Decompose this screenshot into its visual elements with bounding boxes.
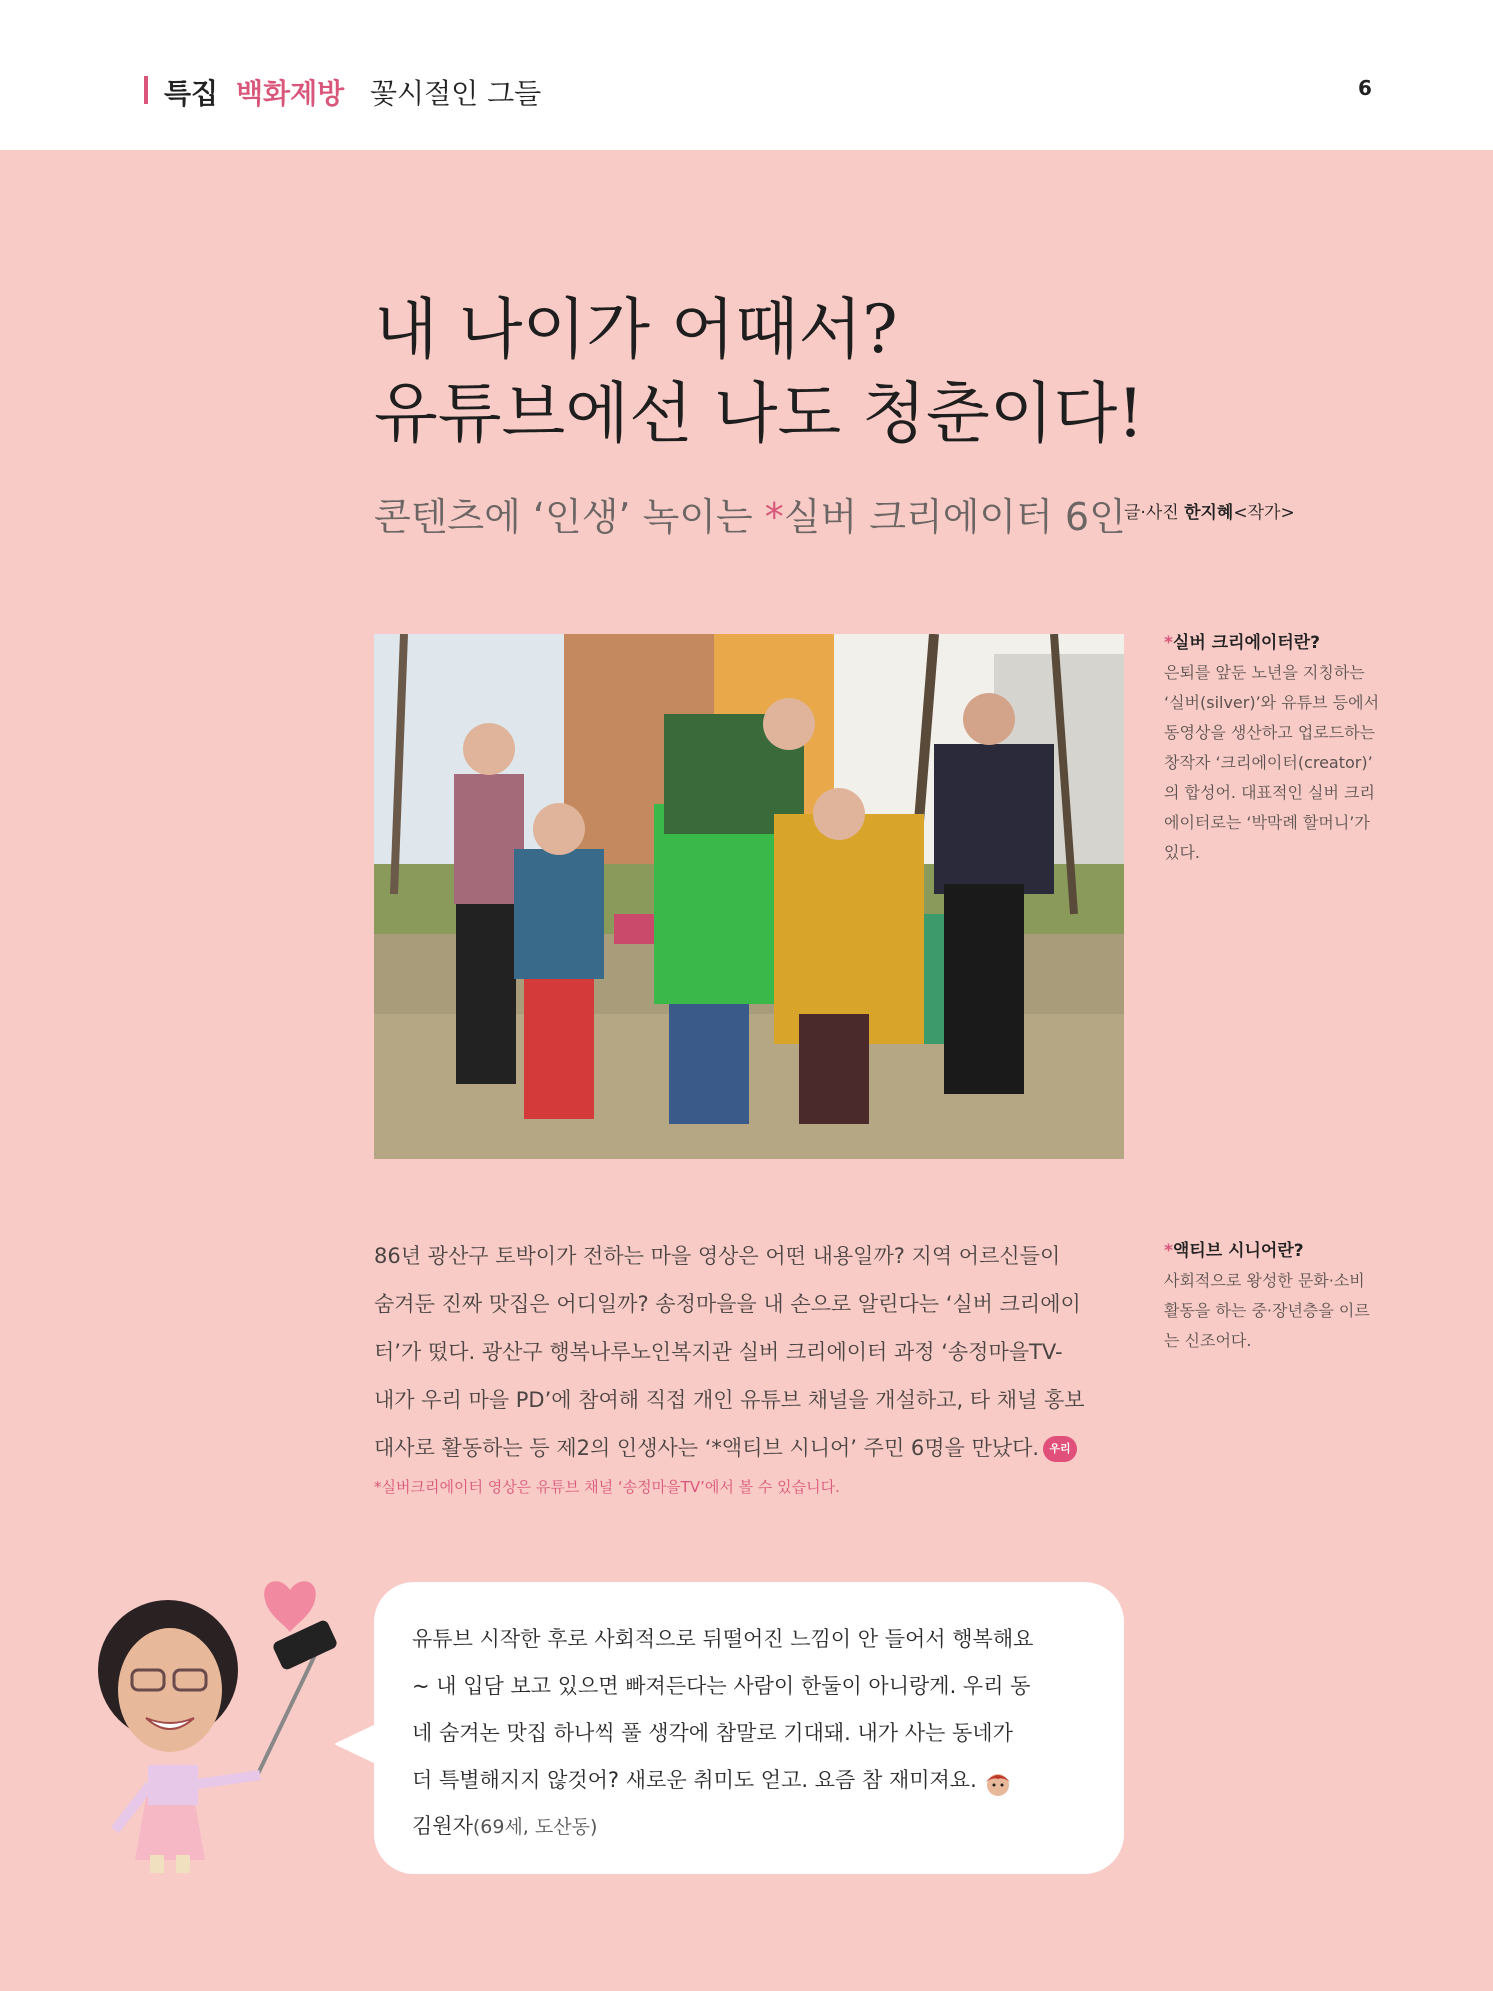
publication-emblem-icon: 우리 xyxy=(1043,1436,1077,1462)
subtitle-asterisk: * xyxy=(764,495,784,539)
group-photo xyxy=(374,634,1124,1159)
body-line: 숨겨둔 진짜 맛집은 어디일까? 송정마을을 내 손으로 알린다는 ‘실버 크리에이 xyxy=(374,1292,1081,1316)
page-number: 6 xyxy=(1358,76,1372,100)
title-line-1: 내 나이가 어때서? xyxy=(374,291,898,368)
section-name: 백화제방 xyxy=(236,77,345,110)
selfie-grandma-icon xyxy=(80,1570,360,1880)
sidenote-line: 창작자 ‘크리에이터(creator)’ xyxy=(1164,753,1373,772)
quote-line: 유튜브 시작한 후로 사회적으로 뒤떨어진 느낌이 안 들어서 행복해요 xyxy=(412,1627,1034,1651)
byline xyxy=(1124,498,1295,523)
sidenote-title xyxy=(1164,1236,1394,1266)
sidenote-active-senior xyxy=(1164,1236,1394,1356)
footnote: *실버크리에이터 영상은 유튜브 채널 ‘송정마을TV’에서 볼 수 있습니다. xyxy=(374,1478,840,1496)
byline-name: 한지혜 xyxy=(1184,503,1234,523)
title-line-2: 유튜브에선 나도 청춘이다! xyxy=(374,375,1144,452)
subtitle-post: 실버 크리에이터 6인 xyxy=(783,495,1126,539)
sidenote-line: 에이터로는 ‘박막례 할머니’가 xyxy=(1164,813,1370,832)
article-subtitle xyxy=(374,486,1126,541)
body-line: 내가 우리 마을 PD’에 참여해 직접 개인 유튜브 채널을 개설하고, 타 채널 홍보 xyxy=(374,1388,1085,1412)
quote-line: 더 특별해지지 않것어? 새로운 취미도 얻고. 요즘 참 재미져요. xyxy=(412,1768,977,1792)
page-header xyxy=(0,0,1493,150)
body-line: 대사로 활동하는 등 제2의 인생사는 ‘*액티브 시니어’ 주민 6명을 만났다. xyxy=(374,1436,1040,1460)
sidenote-title-text: 액티브 시니어란? xyxy=(1172,1241,1304,1261)
sidenote-title xyxy=(1164,628,1394,658)
speaker-name: 김원자 xyxy=(412,1814,473,1838)
section-accent-bar xyxy=(144,76,148,104)
quote-speaker xyxy=(412,1810,597,1840)
sidenote-line: 사회적으로 왕성한 문화·소비 xyxy=(1164,1271,1365,1290)
body-line-last xyxy=(374,1424,1134,1472)
sidenote-title-text: 실버 크리에이터란? xyxy=(1172,633,1321,653)
sidenote-line: 활동을 하는 중·장년층을 이르 xyxy=(1164,1301,1370,1320)
sidenote-line: 동영상을 생산하고 업로드하는 xyxy=(1164,723,1376,742)
body-line: 86년 광산구 토박이가 전하는 마을 영상은 어떤 내용일까? 지역 어르신들이 xyxy=(374,1244,1061,1268)
sidenote-line: 은퇴를 앞둔 노년을 지칭하는 xyxy=(1164,663,1365,682)
byline-label: 글·사진 xyxy=(1124,503,1179,523)
body-line: 터’가 떴다. 광산구 행복나루노인복지관 실버 크리에이터 과정 ‘송정마을TV- xyxy=(374,1340,1063,1364)
sidenote-asterisk: * xyxy=(1164,1241,1173,1261)
quote-line: ~ 내 입담 보고 있으면 빠져든다는 사람이 한둘이 아니랑게. 우리 동 xyxy=(412,1674,1031,1698)
article-title xyxy=(374,288,1234,456)
speaker-avatar-illustration xyxy=(80,1570,360,1880)
grandma-face-icon xyxy=(983,1768,1013,1794)
speaker-meta: (69세, 도산동) xyxy=(472,1816,598,1838)
section-subtitle: 꽃시절인 그들 xyxy=(370,77,542,110)
sidenote-line: 있다. xyxy=(1164,843,1200,862)
subtitle-pre: 콘텐츠에 ‘인생’ 녹이는 xyxy=(374,495,765,539)
sidenote-line: 의 합성어. 대표적인 실버 크리 xyxy=(1164,783,1375,802)
sidenote-line: 는 신조어다. xyxy=(1164,1331,1252,1350)
byline-role: <작가> xyxy=(1233,503,1295,523)
quote-line-last xyxy=(412,1757,1092,1804)
quote-line: 네 숨겨논 맛집 하나씩 풀 생각에 참말로 기대돼. 내가 사는 동네가 xyxy=(412,1721,1013,1745)
interview-quote xyxy=(412,1616,1092,1804)
sidenote-silver-creator xyxy=(1164,628,1394,868)
sidenote-asterisk: * xyxy=(1164,633,1173,653)
section-label: 특집 xyxy=(164,77,219,110)
sidenote-line: ‘실버(silver)’와 유튜브 등에서 xyxy=(1164,693,1380,712)
article-body xyxy=(374,1232,1134,1472)
group-photo-illustration xyxy=(374,634,1124,1159)
